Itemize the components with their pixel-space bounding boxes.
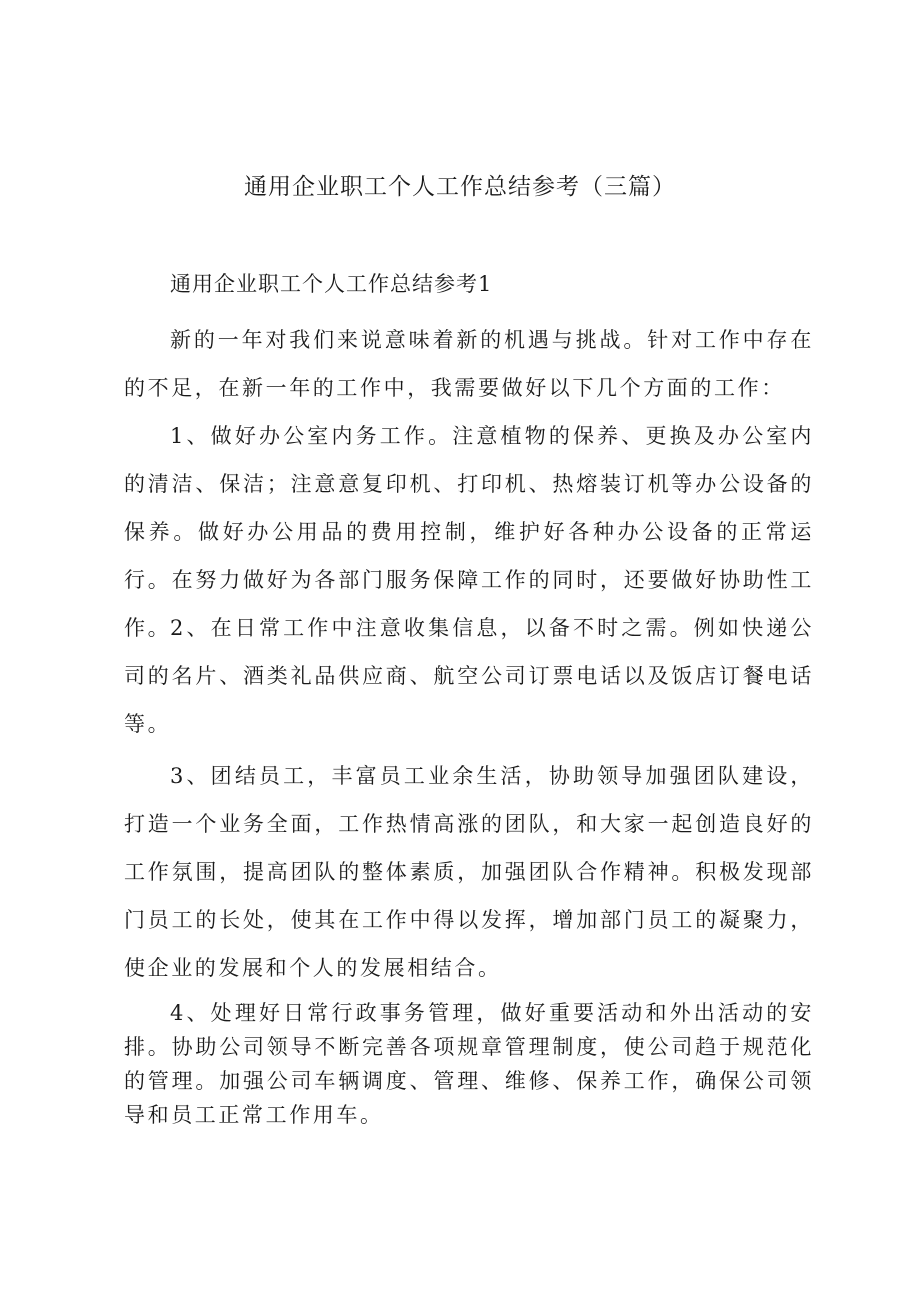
paragraph-item-4: 4、处理好日常行政事务管理，做好重要活动和外出活动的安排。协助公司领导不断完善各项规章管理制度，使公司趋于规范化的管理。加强公司车辆调度、管理、维修、保养工作，确保公司领导和员工正常工作用车。 xyxy=(124,1001,814,1127)
section-heading: 通用企业职工个人工作总结参考1 xyxy=(170,272,493,296)
paragraph-item-2: 2、在日常工作中注意收集信息，以备不时之需。例如快递公司的名片、酒类礼品供应商、航空公司订票电话以及饭店订餐电话等。 xyxy=(124,616,814,736)
paragraph-item-3: 3、团结员工，丰富员工业余生活，协助领导加强团队建设，打造一个业务全面，工作热情高涨的团队，和大家一起创造良好的工作氛围，提高团队的整体素质，加强团队合作精神。积极发现部门员工的长处，使其在工作中得以发挥，增加部门员工的凝聚力，使企业的发展和个人的发展相结合。 xyxy=(124,764,814,980)
paragraph-intro: 新的一年对我们来说意味着新的机遇与挑战。针对工作中存在的不足，在新一年的工作中，我需要做好以下几个方面的工作： xyxy=(124,328,814,400)
paragraph-item-1: 1、做好办公室内务工作。注意植物的保养、更换及办公室内的清洁、保洁；注意意复印机、打印机、热熔装订机等办公设备的保养。做好办公用品的费用控制，维护好各种办公设备的正常运行。在努力做好为各部门服务保障工作的同时，还要做好协助性工作。 xyxy=(124,424,814,640)
document-title: 通用企业职工个人工作总结参考（三篇） xyxy=(244,174,676,200)
